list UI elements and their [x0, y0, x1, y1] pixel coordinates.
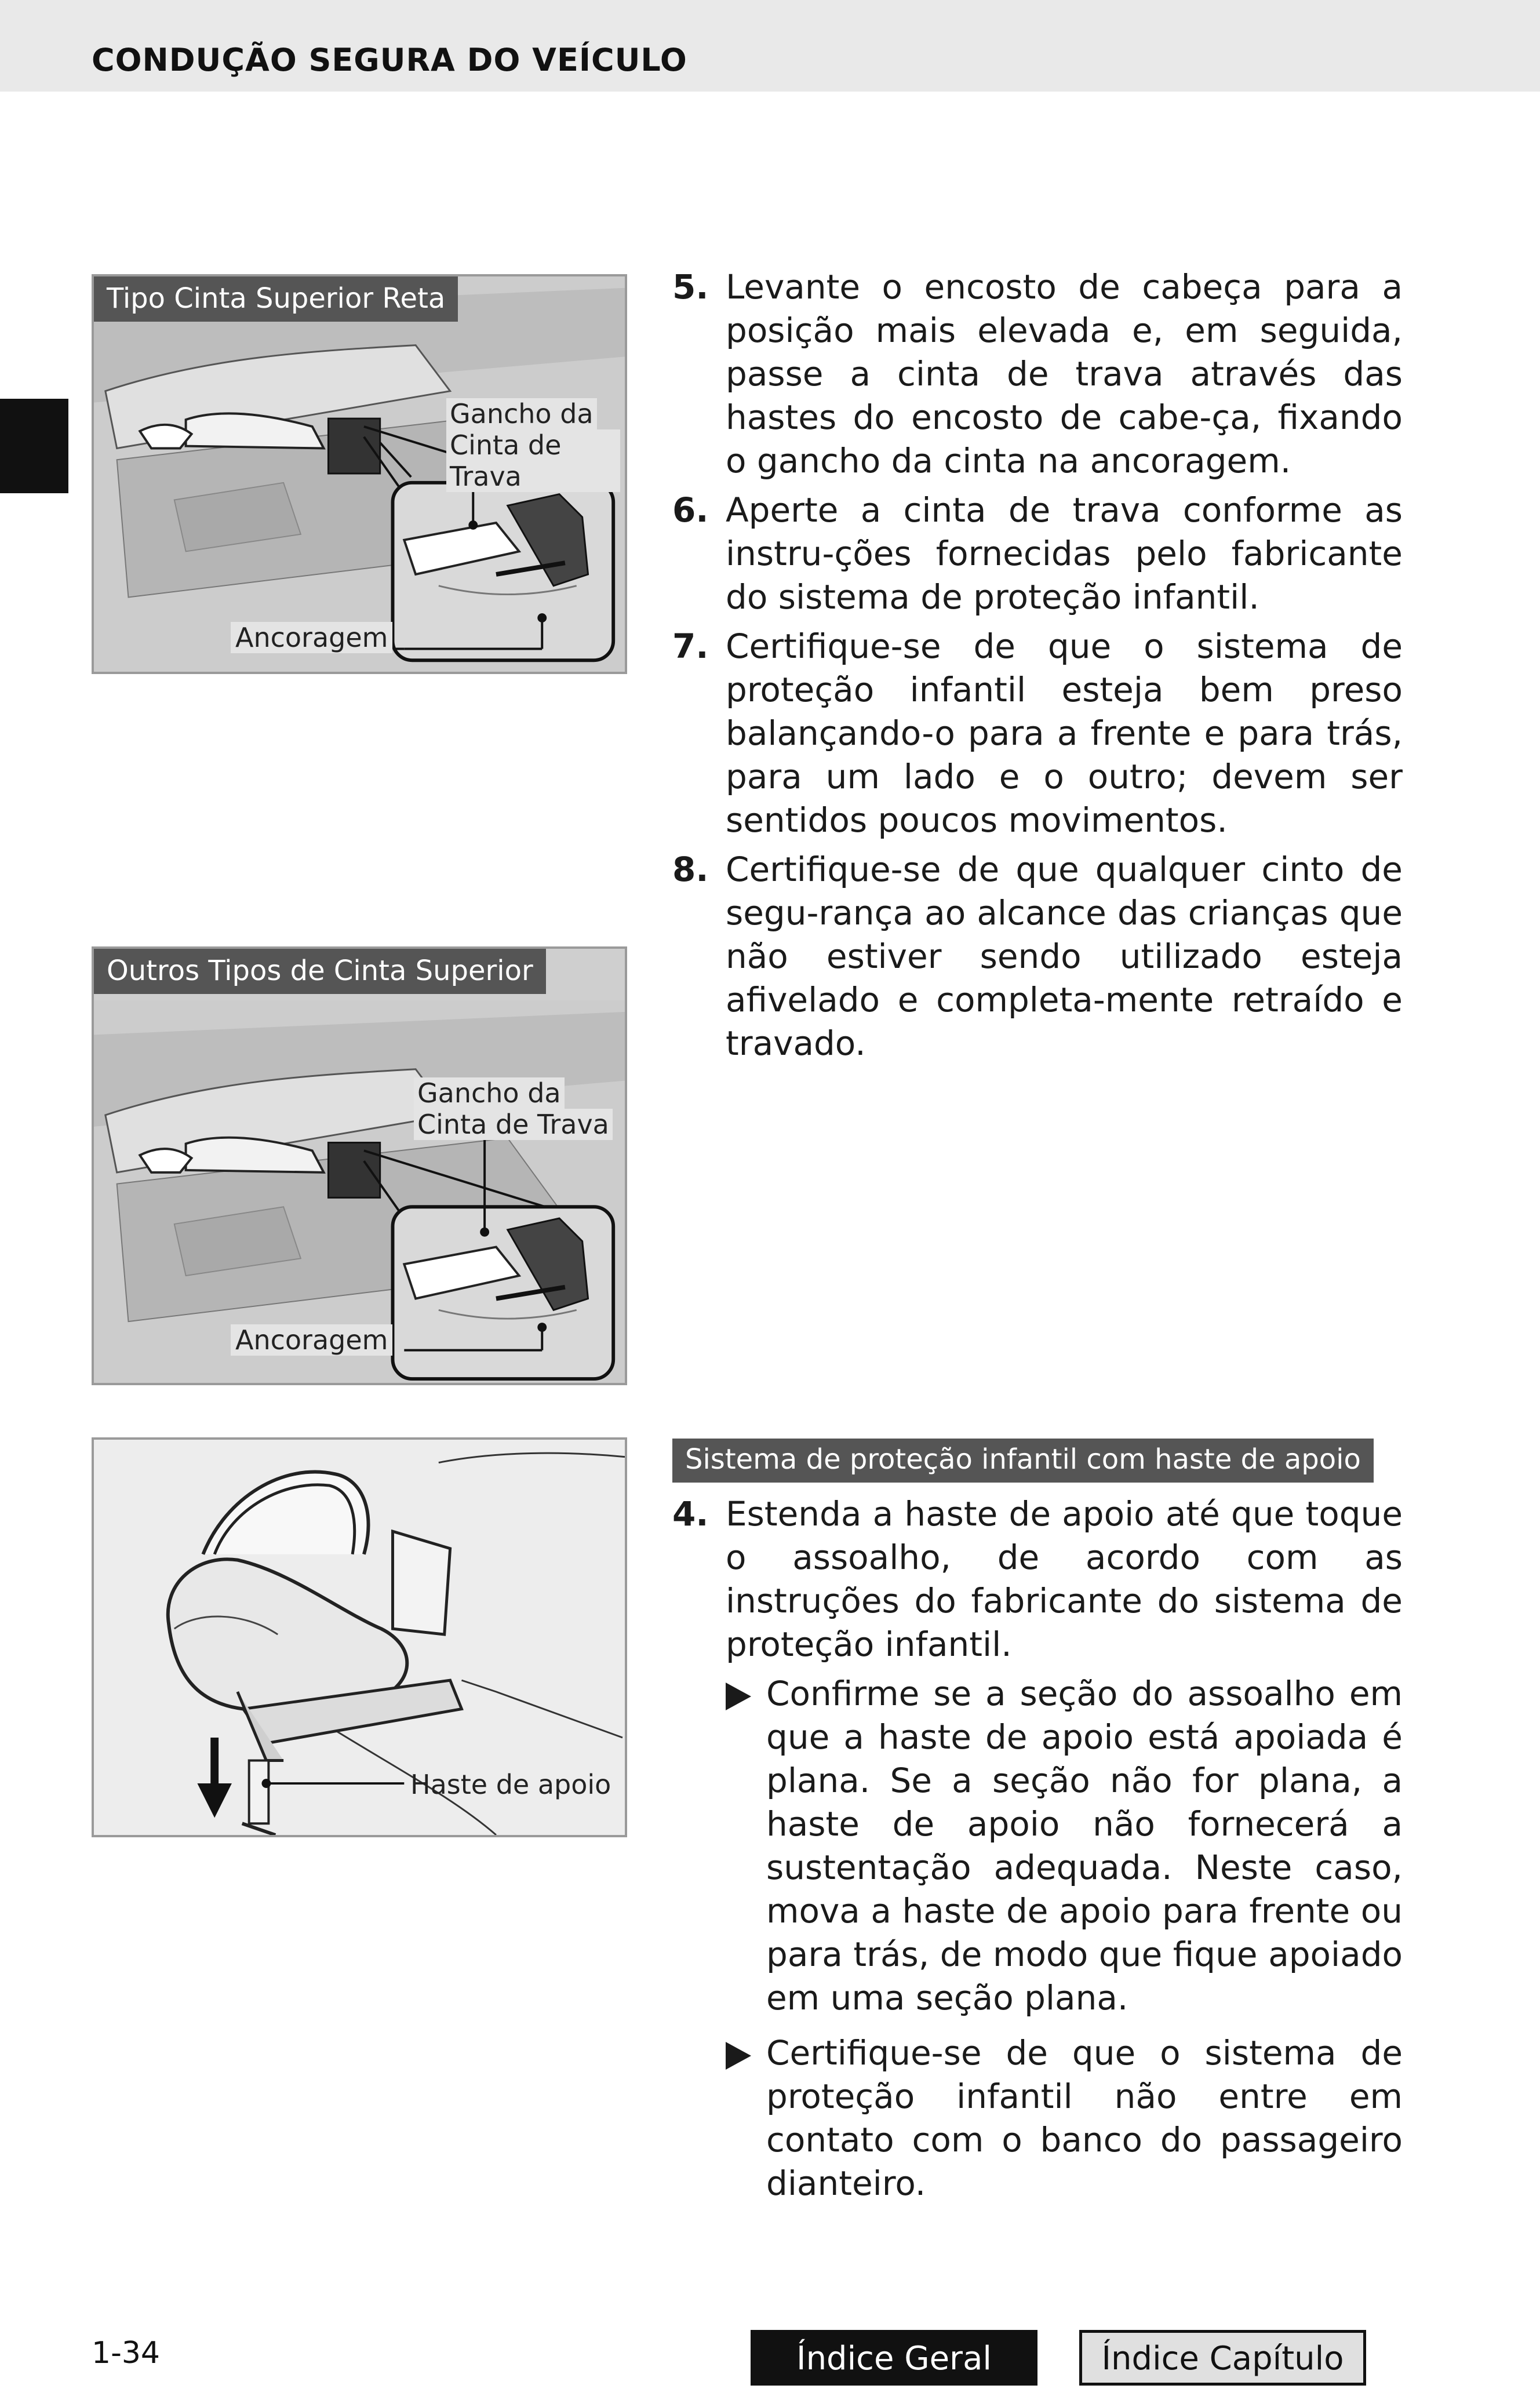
page-number: 1-34	[92, 2336, 161, 2370]
step-text: Certifique-se de que o sistema de proteção infantil esteja bem preso balançando-o para a frente e para trás, para um lado e o outro; devem ser sentidos poucos movimentos.	[726, 627, 1403, 840]
callout-tether-hook	[442, 398, 625, 492]
step-7	[672, 625, 1403, 842]
step-text: Levante o encosto de cabeça para a posição mais elevada e, em seguida, passe a cinta de trava através das hastes do encosto de cabe-ça, fixando o gancho da cinta na ancoragem.	[726, 267, 1403, 480]
step-bullets	[726, 1672, 1403, 2205]
instruction-steps-top	[672, 265, 1403, 1071]
callout-line: Gancho da	[414, 1077, 565, 1109]
step-4	[672, 1492, 1403, 2205]
callout-anchor: Ancoragem	[231, 1324, 392, 1356]
step-5	[672, 265, 1403, 483]
step-number: 8.	[672, 850, 709, 889]
instruction-steps-bottom	[672, 1492, 1403, 2217]
callout-line: Gancho da	[446, 398, 597, 429]
callout-line: Cinta de Trava	[414, 1109, 613, 1140]
triangle-bullet-icon	[726, 1683, 751, 1710]
bullet-item	[726, 2031, 1403, 2205]
illustration-rear-seat-tether	[94, 949, 625, 1383]
step-6	[672, 489, 1403, 619]
figure-support-leg-seat	[92, 1437, 627, 1837]
step-number: 4.	[672, 1494, 709, 1534]
callout-support-leg: Haste de apoio	[410, 1769, 611, 1800]
page-header	[0, 0, 1540, 92]
step-8	[672, 848, 1403, 1065]
callout-anchor: Ancoragem	[231, 622, 392, 653]
callout-tether-hook	[409, 1077, 617, 1140]
step-text: Certifique-se de que qualquer cinto de segu-rança ao alcance das crianças que não estiver sendo utilizado esteja afivelado e completa-mente retraído e travado.	[726, 850, 1403, 1063]
figure-straight-tether	[92, 274, 627, 674]
step-number: 5.	[672, 267, 709, 307]
callout-line: Cinta de Trava	[446, 429, 620, 492]
bullet-text: Certifique-se de que o sistema de proteção infantil não entre em contato com o banco do passageiro dianteiro.	[766, 2033, 1403, 2203]
triangle-bullet-icon	[726, 2042, 751, 2070]
step-number: 7.	[672, 627, 709, 666]
figure-label: Outros Tipos de Cinta Superior	[94, 949, 546, 994]
step-text: Aperte a cinta de trava conforme as instru-ções fornecidas pelo fabricante do sistema de proteção infantil.	[726, 490, 1403, 617]
step-number: 6.	[672, 490, 709, 530]
bullet-item	[726, 1672, 1403, 2020]
figure-label: Tipo Cinta Superior Reta	[94, 276, 458, 322]
chapter-index-button[interactable]: Índice Capítulo	[1079, 2330, 1366, 2386]
step-text: Estenda a haste de apoio até que toque o assoalho, de acordo com as instruções do fabricante do sistema de proteção infantil.	[726, 1494, 1403, 1664]
bullet-text: Confirme se a seção do assoalho em que a haste de apoio está apoiada é plana. Se a seção não for plana, a haste de apoio não fornecerá a sustentação adequada. Neste caso, mova a haste de apoio para frente ou para trás, de modo que fique apoiado em uma seção plana.	[766, 1674, 1403, 2018]
chapter-title: CONDUÇÃO SEGURA DO VEÍCULO	[92, 42, 687, 78]
figure-other-tether-types	[92, 946, 627, 1385]
section-label: Sistema de proteção infantil com haste de apoio	[672, 1439, 1374, 1483]
chapter-side-tab	[0, 399, 68, 493]
general-index-button[interactable]: Índice Geral	[751, 2330, 1037, 2386]
